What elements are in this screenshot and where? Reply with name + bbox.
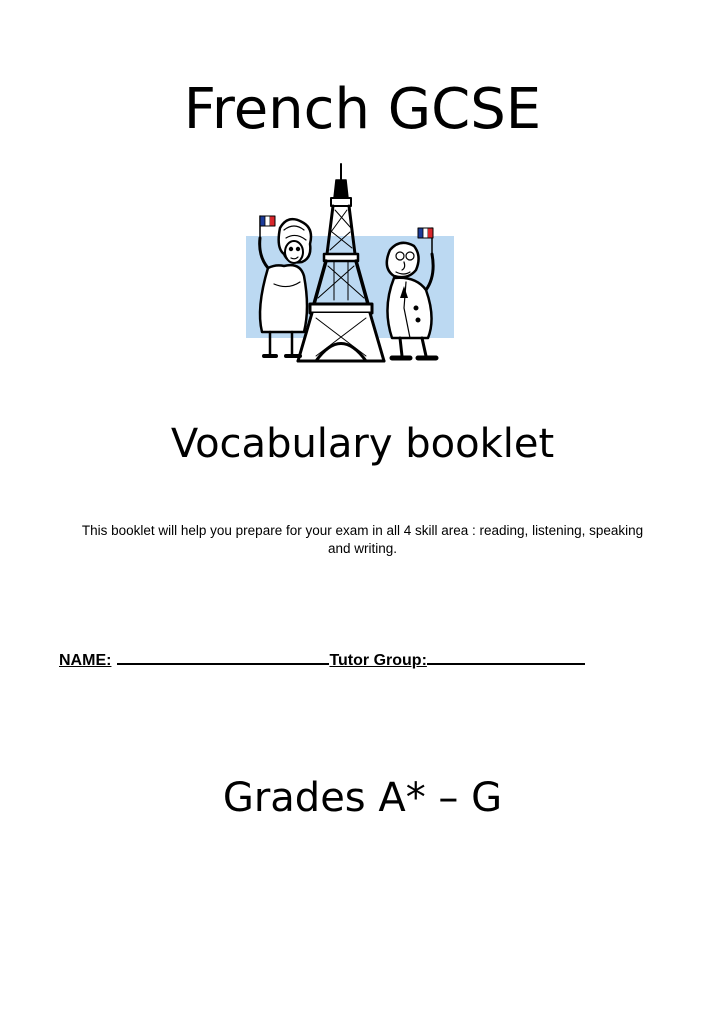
booklet-subtitle: Vocabulary booklet (170, 421, 555, 467)
tutor-group-label: Tutor Group: (329, 652, 427, 669)
name-label: NAME: (59, 652, 112, 669)
name-tutor-line (59, 648, 679, 672)
tutor-group-blank-field[interactable] (427, 648, 585, 665)
booklet-title: French GCSE (183, 77, 542, 142)
eiffel-tower-illustration (240, 158, 462, 366)
intro-text: This booklet will help you prepare for your exam in all 4 skill area : reading, listening, speaking and writing. (81, 523, 644, 556)
name-blank-field[interactable] (117, 648, 329, 665)
grades-heading: Grades A* – G (222, 775, 503, 821)
eiffel-tower-clipart-icon (240, 158, 462, 366)
